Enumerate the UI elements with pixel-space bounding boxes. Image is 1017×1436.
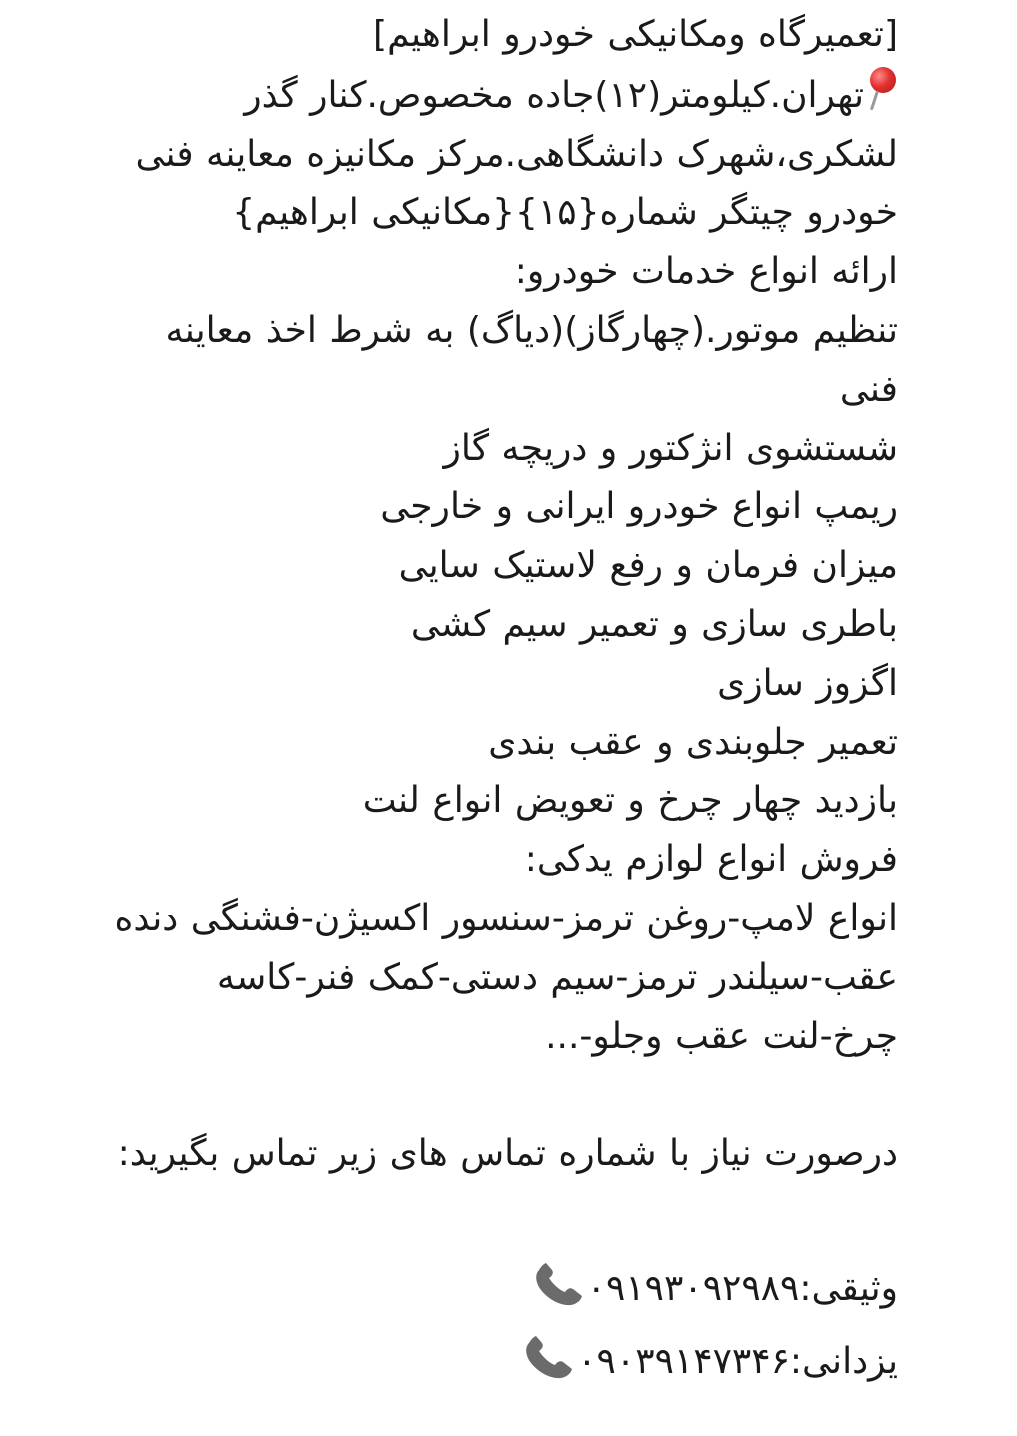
service-item: فنی [839,368,898,410]
message-text [20,6,898,1392]
service-item: بازدید چهار چرخ و تعویض انواع لنت [362,780,898,822]
spacer [20,1066,898,1125]
parts-line: انواع لامپ-روغن ترمز-سنسور اکسیژن-فشنگی دنده [114,897,898,939]
phone-number-link[interactable]: ۰۹۰۳۹۱۴۷۳۴۶ [577,1340,790,1382]
parts-line: چرخ-لنت عقب وجلو-... [545,1015,898,1057]
telephone-receiver-icon [523,1335,575,1381]
address-line-3: خودرو چیتگر شماره{۱۵}{مکانیکی ابراهیم} [232,192,898,234]
address-line-2: لشکری،شهرک دانشگاهی.مرکز مکانیزه معاینه فنی [135,133,898,175]
contact-vasighi [20,1260,898,1319]
telephone-receiver-icon [533,1262,585,1308]
contact-yazdani [20,1333,898,1392]
service-item: شستشوی انژکتور و دریچه گاز [443,427,898,469]
service-item: باطری سازی و تعمیر سیم کشی [410,603,898,645]
service-item: میزان فرمان و رفع لاستیک سایی [398,545,898,587]
address-line-1 [20,65,898,126]
contact-name: یزدانی: [789,1340,898,1382]
service-item: تعمیر جلوبندی و عقب بندی [488,721,898,763]
contact-prompt: درصورت نیاز با شماره تماس های زیر تماس بگیرید: [117,1133,898,1175]
service-item: تنظیم موتور.(چهارگاز)(دیاگ) به شرط اخذ معاینه [165,309,898,351]
services-heading: ارائه انواع خدمات خودرو: [514,251,898,293]
phone-number-link[interactable]: ۰۹۱۹۳۰۹۲۹۸۹ [586,1267,800,1309]
contact-name: وثیقی: [799,1267,898,1309]
parts-line: عقب-سیلندر ترمز-سیم دستی-کمک فنر-کاسه [216,956,898,998]
service-item: ریمپ انواع خودرو ایرانی و خارجی [380,486,898,528]
service-item: اگزوز سازی [717,662,898,704]
spacer [20,1184,898,1260]
parts-heading: فروش انواع لوازم یدکی: [524,839,898,881]
address-text-1: تهران.کیلومتر(۱۲)جاده مخصوص.کنار گذر [244,74,864,116]
business-title: [تعمیرگاه ومکانیکی خودرو ابراهیم] [373,14,898,55]
round-pushpin-icon [868,65,898,113]
